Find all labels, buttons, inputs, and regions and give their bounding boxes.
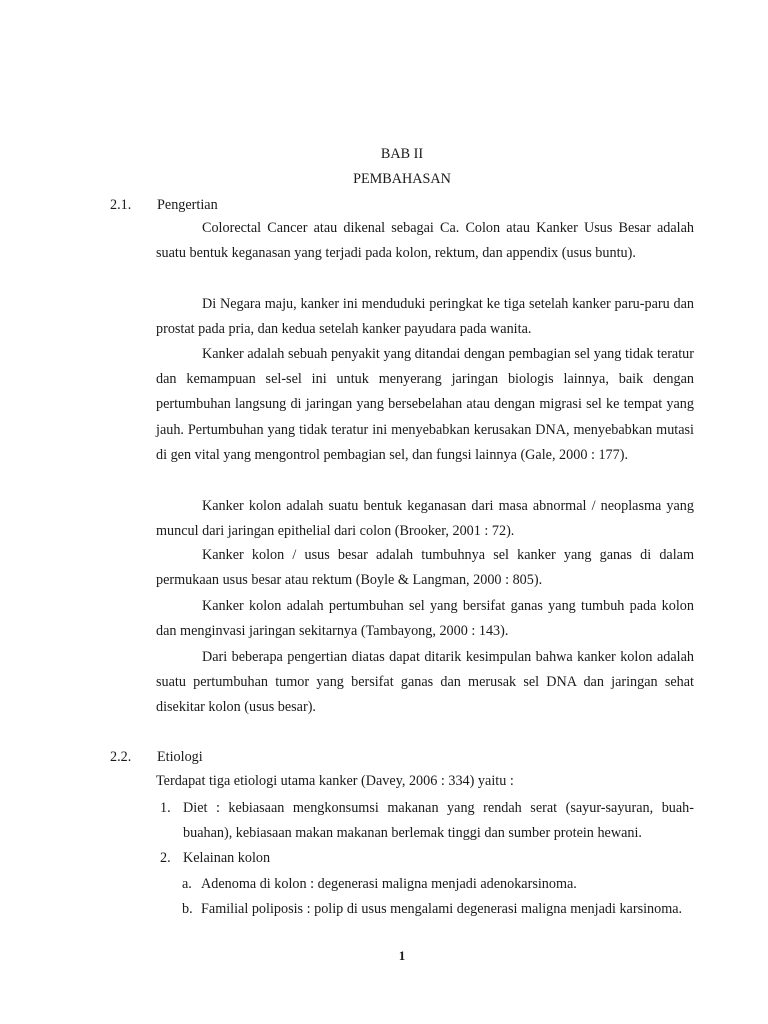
list-item-text: Diet : kebiasaan mengkonsumsi makanan yang rendah serat (sayur-sayuran, buah-buahan), kebiasaan makan makanan berlemak tinggi dan sumber protein hewani. bbox=[183, 800, 694, 842]
paragraph: Dari beberapa pengertian diatas dapat ditarik kesimpulan bahwa kanker kolon adalah suatu pertumbuhan tumor yang bersifat ganas dan merusak sel DNA dan jaringan sehat disekitar kolon (usus besar). bbox=[156, 649, 694, 716]
page-number: 1 bbox=[398, 948, 406, 963]
section-title: Pengertian bbox=[157, 197, 218, 213]
paragraph: Colorectal Cancer atau dikenal sebagai Ca. Colon atau Kanker Usus Besar adalah suatu bentuk keganasan yang terjadi pada kolon, rektum, dan appendix (usus buntu). bbox=[156, 220, 694, 262]
paragraph: Di Negara maju, kanker ini menduduki peringkat ke tiga setelah kanker paru-paru dan prostat pada pria, dan kedua setelah kanker payudara pada wanita. bbox=[156, 296, 694, 338]
sublist-marker: a. bbox=[182, 876, 192, 892]
list-item bbox=[160, 796, 694, 846]
sublist-item-text: Familial poliposis : polip di usus mengalami degenerasi maligna menjadi karsinoma. bbox=[201, 901, 683, 917]
paragraph: Kanker kolon adalah pertumbuhan sel yang bersifat ganas yang tumbuh pada kolon dan menginvasi jaringan sekitarnya (Tambayong, 2000 : 143). bbox=[156, 598, 694, 640]
section-intro: Terdapat tiga etiologi utama kanker (Davey, 2006 : 334) yaitu : bbox=[156, 773, 514, 789]
chapter-title: PEMBAHASAN bbox=[353, 171, 451, 187]
section-number: 2.2. bbox=[110, 749, 132, 765]
sublist-marker: b. bbox=[182, 901, 193, 917]
section-number: 2.1. bbox=[110, 197, 132, 213]
list-marker: 1. bbox=[160, 800, 171, 816]
sublist-item bbox=[182, 872, 694, 897]
section-title: Etiologi bbox=[157, 749, 203, 765]
sublist-item bbox=[182, 897, 694, 922]
list-item bbox=[160, 846, 694, 871]
paragraph: Kanker adalah sebuah penyakit yang ditandai dengan pembagian sel yang tidak teratur dan kemampuan sel-sel ini untuk menyerang jaringan biologis lainnya, baik dengan pertumbuhan langsung di jaringan yang bersebelahan atau dengan migrasi sel ke tempat yang jauh. Pertumbuhan yang tidak teratur ini menyebabkan kerusakan DNA, menyebabkan mutasi di gen vital yang mengontrol pembagian sel, dan fungsi lainnya (Gale, 2000 : 177). bbox=[156, 346, 694, 463]
paragraph: Kanker kolon adalah suatu bentuk keganasan dari masa abnormal / neoplasma yang muncul dari jaringan epithelial dari colon (Brooker, 2001 : 72). bbox=[156, 498, 694, 540]
list-item-text: Kelainan kolon bbox=[183, 850, 271, 866]
sublist-item-text: Adenoma di kolon : degenerasi maligna menjadi adenokarsinoma. bbox=[201, 876, 577, 892]
paragraph: Kanker kolon / usus besar adalah tumbuhnya sel kanker yang ganas di dalam permukaan usus besar atau rektum (Boyle & Langman, 2000 : 805). bbox=[156, 547, 694, 589]
list-marker: 2. bbox=[160, 850, 171, 866]
chapter-label: BAB II bbox=[380, 146, 424, 162]
